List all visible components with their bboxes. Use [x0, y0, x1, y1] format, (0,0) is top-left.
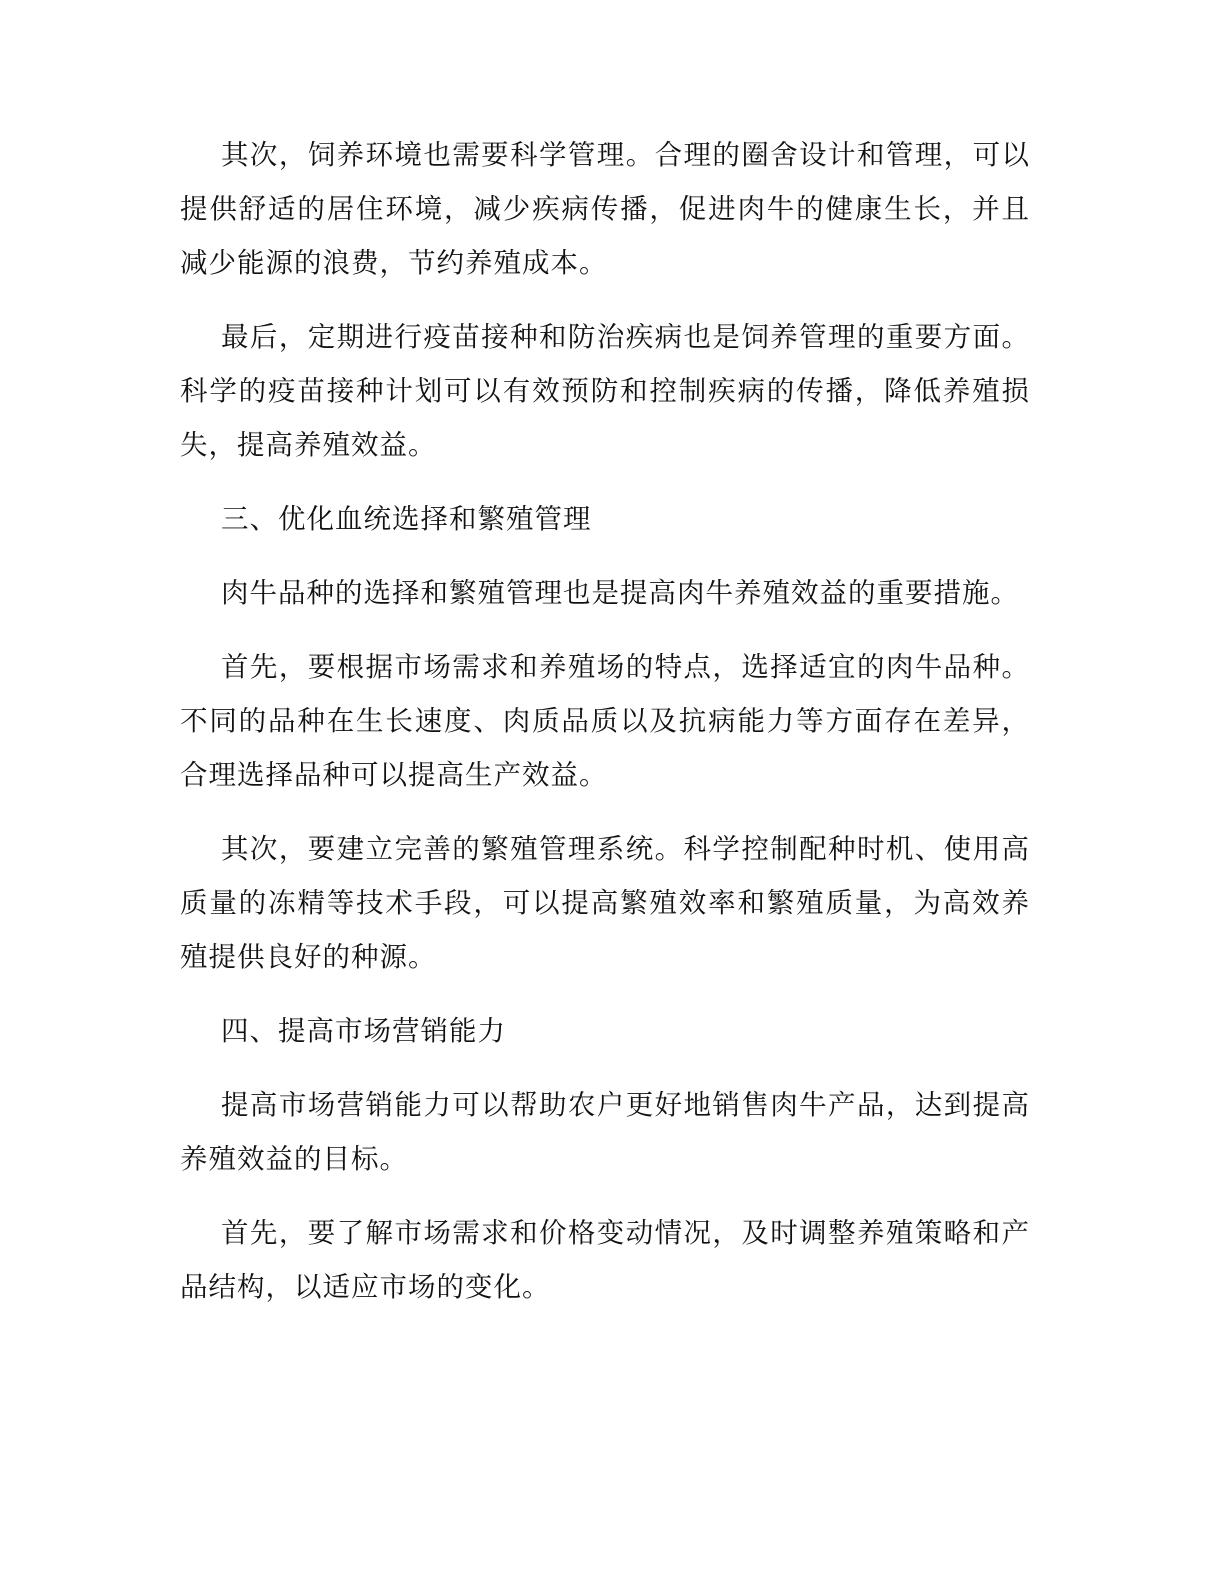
document-body	[180, 128, 1030, 1334]
paragraph-breed-selection: 首先，要根据市场需求和养殖场的特点，选择适宜的肉牛品种。不同的品种在生长速度、肉质品质以及抗病能力等方面存在差异，合理选择品种可以提高生产效益。	[180, 651, 1030, 791]
paragraph-marketing-intro: 提高市场营销能力可以帮助农户更好地销售肉牛产品，达到提高养殖效益的目标。	[180, 1089, 1030, 1175]
paragraph-market-demand: 首先，要了解市场需求和价格变动情况，及时调整养殖策略和产品结构，以适应市场的变化。	[180, 1217, 1030, 1303]
paragraph-breeding-system: 其次，要建立完善的繁殖管理系统。科学控制配种时机、使用高质量的冻精等技术手段，可以提高繁殖效率和繁殖质量，为高效养殖提供良好的种源。	[180, 833, 1030, 973]
section-heading-3: 三、优化血统选择和繁殖管理	[221, 503, 592, 535]
paragraph-breed-intro: 肉牛品种的选择和繁殖管理也是提高肉牛养殖效益的重要措施。	[221, 577, 1019, 609]
paragraph-environment-management: 其次，饲养环境也需要科学管理。合理的圈舍设计和管理，可以提供舒适的居住环境，减少疾病传播，促进肉牛的健康生长，并且减少能源的浪费，节约养殖成本。	[180, 139, 1030, 279]
paragraph-vaccination: 最后，定期进行疫苗接种和防治疾病也是饲养管理的重要方面。科学的疫苗接种计划可以有效预防和控制疾病的传播，降低养殖损失，提高养殖效益。	[180, 321, 1030, 461]
section-heading-4: 四、提高市场营销能力	[221, 1015, 506, 1047]
